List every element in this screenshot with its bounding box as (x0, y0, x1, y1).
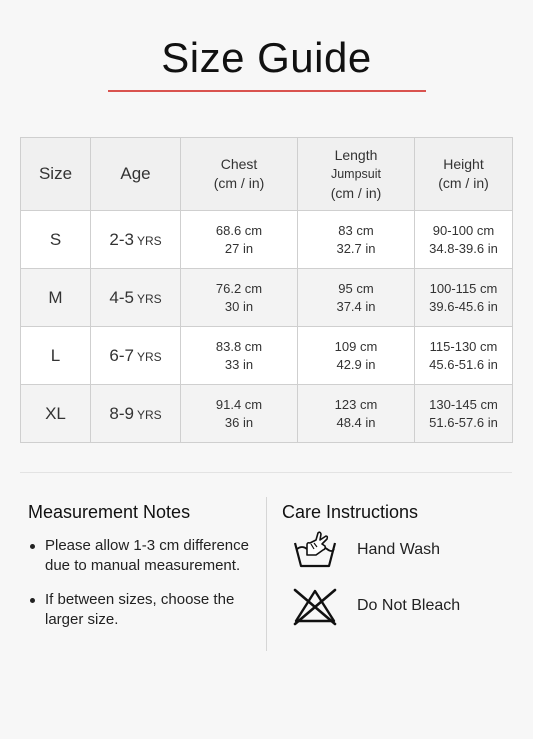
chest-cm: 76.2 cm (215, 280, 263, 296)
age-unit: YRS (136, 291, 162, 306)
header-length (298, 138, 415, 211)
length-in: 37.4 in (336, 298, 376, 314)
table-row (21, 211, 513, 269)
measurement-notes-title: Measurement Notes (28, 502, 191, 522)
do-not-bleach-icon (292, 587, 338, 627)
care-instructions-title: Care Instructions (282, 502, 419, 522)
cell-chest (181, 327, 298, 385)
cell-height (415, 211, 513, 269)
height-in: 45.6-51.6 in (429, 356, 498, 372)
chest-in: 30 in (224, 298, 254, 314)
header-length-sub: Jumpsuit (330, 166, 382, 181)
chest-cm: 68.6 cm (215, 222, 263, 238)
section-divider (20, 472, 512, 473)
care-label-hand-wash: Hand Wash (357, 541, 440, 558)
care-label-do-not-bleach: Do Not Bleach (357, 597, 461, 614)
cell-length (298, 385, 415, 443)
cell-age (91, 385, 181, 443)
list-item: Please allow 1-3 cm difference due to manual measurement. (28, 536, 260, 576)
header-chest-label: Chest (220, 156, 258, 172)
cell-length (298, 269, 415, 327)
column-divider (266, 497, 267, 651)
age-value: 2-3 (109, 229, 134, 249)
length-cm: 123 cm (334, 396, 378, 412)
cell-length (298, 327, 415, 385)
cell-chest (181, 269, 298, 327)
list-item: If between sizes, choose the larger size. (28, 590, 260, 630)
table-row (21, 385, 513, 443)
cell-chest (181, 211, 298, 269)
header-length-label: Length (334, 146, 378, 163)
care-item-hand-wash (292, 531, 512, 571)
measurement-notes-list (28, 536, 260, 644)
length-cm: 83 cm (338, 222, 374, 238)
chest-in: 27 in (224, 240, 254, 256)
age-unit: YRS (136, 349, 162, 364)
age-value: 6-7 (109, 345, 134, 365)
height-cm: 90-100 cm (432, 222, 495, 238)
height-in: 34.8-39.6 in (429, 240, 498, 256)
header-height (415, 138, 513, 211)
length-cm: 109 cm (334, 338, 378, 354)
cell-size: M (21, 269, 91, 327)
cell-size: XL (21, 385, 91, 443)
cell-height (415, 269, 513, 327)
length-cm: 95 cm (338, 280, 374, 296)
table-row (21, 269, 513, 327)
height-in: 51.6-57.6 in (429, 414, 498, 430)
age-value: 8-9 (109, 403, 134, 423)
chest-in: 33 in (224, 356, 254, 372)
title-underline (108, 90, 426, 92)
header-age: Age (91, 138, 181, 211)
cell-size: S (21, 211, 91, 269)
length-in: 48.4 in (336, 414, 376, 430)
cell-height (415, 385, 513, 443)
cell-height (415, 327, 513, 385)
height-cm: 100-115 cm (429, 280, 498, 296)
height-cm: 130-145 cm (429, 396, 498, 412)
length-in: 42.9 in (336, 356, 376, 372)
age-value: 4-5 (109, 287, 134, 307)
cell-age (91, 269, 181, 327)
chest-in: 36 in (224, 414, 254, 430)
age-unit: YRS (136, 233, 162, 248)
table-row (21, 327, 513, 385)
length-in: 32.7 in (336, 240, 376, 256)
cell-age (91, 327, 181, 385)
chest-cm: 91.4 cm (215, 396, 263, 412)
care-item-do-not-bleach (292, 587, 512, 627)
cell-age (91, 211, 181, 269)
height-cm: 115-130 cm (429, 338, 498, 354)
header-length-unit: (cm / in) (330, 184, 382, 201)
header-size: Size (21, 138, 91, 211)
table-header-row (21, 138, 513, 211)
cell-chest (181, 385, 298, 443)
header-chest-unit: (cm / in) (213, 175, 265, 191)
page-title: Size Guide (161, 34, 372, 81)
header-chest (181, 138, 298, 211)
cell-size: L (21, 327, 91, 385)
hand-wash-icon (292, 531, 338, 571)
cell-length (298, 211, 415, 269)
header-height-unit: (cm / in) (438, 175, 489, 191)
age-unit: YRS (136, 407, 162, 422)
chest-cm: 83.8 cm (215, 338, 263, 354)
header-height-label: Height (443, 156, 484, 172)
height-in: 39.6-45.6 in (429, 298, 498, 314)
size-table (20, 137, 513, 443)
